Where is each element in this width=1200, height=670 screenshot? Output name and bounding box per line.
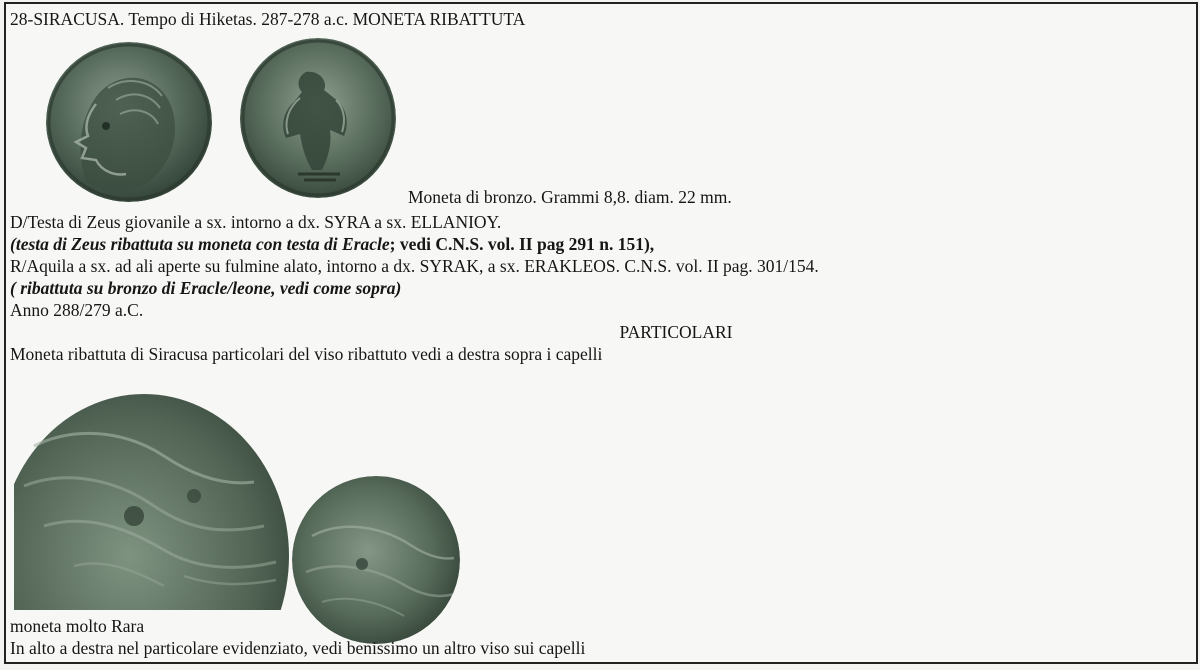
- document-title: 28-SIRACUSA. Tempo di Hiketas. 287-278 a.c. MONETA RIBATTUTA: [10, 9, 526, 29]
- coin-obverse-photo: [46, 42, 212, 202]
- section-heading: PARTICOLARI: [619, 322, 733, 342]
- coin-specs: Moneta di bronzo. Grammi 8,8. diam. 22 mm.: [408, 187, 732, 207]
- obverse-description: D/Testa di Zeus giovanile a sx. intorno a dx. SYRA a sx. ELLANIOY.: [10, 212, 502, 232]
- obverse-note: [10, 234, 654, 255]
- coin-reverse-photo: [240, 38, 396, 198]
- detail-caption: Moneta ribattuta di Siracusa particolari del viso ribattuto vedi a destra sopra i capelli: [10, 344, 603, 364]
- detail-photo-small: [292, 476, 460, 644]
- obverse-note-reference: ; vedi C.N.S. vol. II pag 291 n. 151): [389, 234, 650, 254]
- obverse-note-comma: ,: [649, 234, 655, 254]
- year-line: Anno 288/279 a.C.: [10, 300, 144, 320]
- document-page: [4, 2, 1198, 664]
- reverse-note: ( ribattuta su bronzo di Eracle/leone, vedi come sopra): [10, 278, 402, 298]
- rarity-note: moneta molto Rara: [10, 616, 145, 636]
- obverse-note-italic: (testa di Zeus ribattuta su moneta con testa di Eracle: [10, 234, 390, 254]
- closing-note: In alto a destra nel particolare evidenziato, vedi benissimo un altro viso sui capelli: [10, 638, 586, 658]
- detail-photo-large: [14, 386, 290, 610]
- reverse-description: R/Aquila a sx. ad ali aperte su fulmine alato, intorno a dx. SYRAK, a sx. ERAKLEOS. C.N.S. vol. II pag. 301/154.: [10, 256, 819, 276]
